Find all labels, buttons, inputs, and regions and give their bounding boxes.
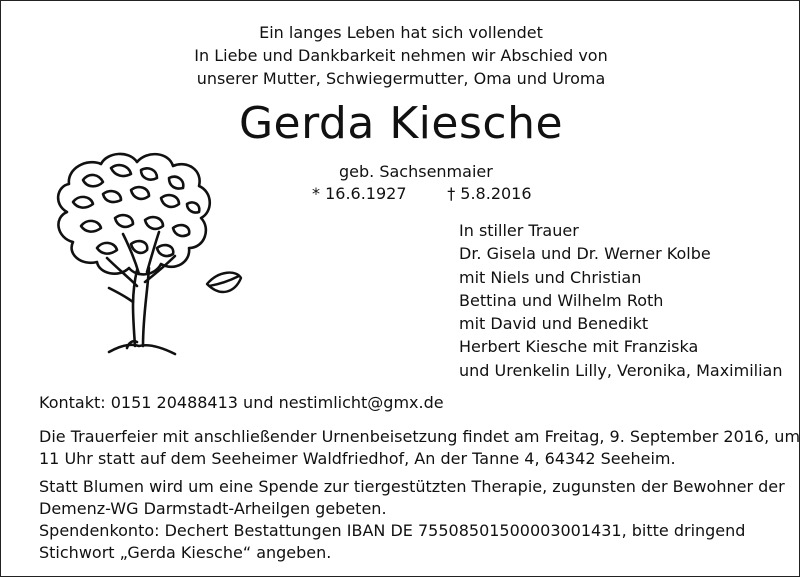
mourner-line: Herbert Kiesche mit Franziska xyxy=(459,337,699,357)
mourner-line: mit Niels und Christian xyxy=(459,267,642,287)
intro-line: Ein langes Leben hat sich vollendet xyxy=(259,23,543,42)
mourner-line: In stiller Trauer xyxy=(459,221,579,240)
ceremony-paragraph xyxy=(39,426,800,470)
intro-line: unserer Mutter, Schwiegermutter, Oma und Uroma xyxy=(196,69,606,88)
donation-line: Demenz-WG Darmstadt-Arheilgen gebeten. xyxy=(39,499,387,518)
mourner-line: und Urenkelin Lilly, Veronika, Maximilian xyxy=(459,360,783,380)
death-date: † 5.8.2016 xyxy=(447,184,532,203)
birth-date: * 16.6.1927 xyxy=(312,184,407,203)
ceremony-line: Die Trauerfeier mit anschließender Urnenbeisetzung findet am Freitag, 9. September 2016, um xyxy=(39,427,800,446)
mourner-line: Bettina und Wilhelm Roth xyxy=(459,290,664,310)
contact-info: Kontakt: 0151 20488413 und nestimlicht@gmx.de xyxy=(39,393,444,412)
life-dates xyxy=(312,183,532,205)
tree-icon xyxy=(37,146,247,366)
deceased-name: Gerda Kiesche xyxy=(238,98,564,149)
mourner-line: Dr. Gisela und Dr. Werner Kolbe xyxy=(459,244,711,264)
donation-line: Spendenkonto: Dechert Bestattungen IBAN DE 75508501500003001431, bitte dringend xyxy=(39,521,746,540)
donation-line: Stichwort „Gerda Kiesche“ angeben. xyxy=(39,543,332,562)
intro-line: In Liebe und Dankbarkeit nehmen wir Abschied von xyxy=(194,46,608,65)
donation-paragraph xyxy=(39,476,784,564)
donation-line: Statt Blumen wird um eine Spende zur tiergestützten Therapie, zugunsten der Bewohner der xyxy=(39,477,785,496)
mourners-list xyxy=(459,219,783,382)
intro-text xyxy=(1,21,800,90)
ceremony-line: 11 Uhr statt auf dem Seeheimer Waldfriedhof, An der Tanne 4, 64342 Seeheim. xyxy=(39,449,676,468)
falling-leaf-icon xyxy=(207,273,241,292)
mourner-line: mit David und Benedikt xyxy=(459,314,649,334)
birth-name: geb. Sachsenmaier xyxy=(339,162,493,181)
